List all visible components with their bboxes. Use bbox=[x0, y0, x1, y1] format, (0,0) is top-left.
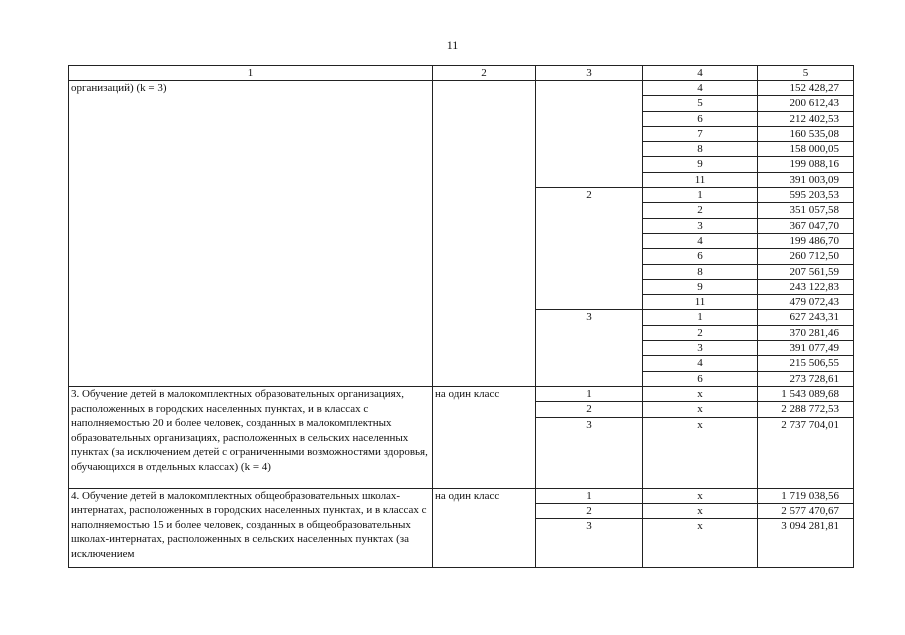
class-cell: 7 bbox=[643, 126, 758, 141]
value-cell: 158 000,05 bbox=[758, 142, 854, 157]
value-cell: 160 535,08 bbox=[758, 126, 854, 141]
class-cell: x bbox=[643, 386, 758, 401]
page-number: 11 bbox=[446, 38, 459, 52]
value-cell: 391 003,09 bbox=[758, 172, 854, 187]
value-cell: 212 402,53 bbox=[758, 111, 854, 126]
value-cell: 200 612,43 bbox=[758, 96, 854, 111]
value-cell: 243 122,83 bbox=[758, 279, 854, 294]
class-cell: 11 bbox=[643, 295, 758, 310]
class-cell: 1 bbox=[643, 310, 758, 325]
group-cell bbox=[536, 81, 643, 188]
value-cell: 199 088,16 bbox=[758, 157, 854, 172]
class-cell: x bbox=[643, 503, 758, 518]
unit-cell: на один класс bbox=[433, 386, 536, 488]
class-cell: 6 bbox=[643, 111, 758, 126]
class-cell: 3 bbox=[643, 218, 758, 233]
group-cell: 1 bbox=[536, 386, 643, 401]
value-cell: 595 203,53 bbox=[758, 188, 854, 203]
section-label: 3. Обучение детей в малокомплектных образовательных организациях, расположенных в городских населенных пунктах, и в классах с наполняемостью 20 и более человек, созданных в малокомплектных образовательных организациях, расположенных в сельских населенных пунктах (за исключением детей с ограниченными возможностями здоровья, обучающихся в отдельных классах) (k = 4) bbox=[69, 386, 433, 488]
class-cell: 4 bbox=[643, 356, 758, 371]
class-cell: 9 bbox=[643, 157, 758, 172]
class-cell: x bbox=[643, 417, 758, 488]
value-cell: 1 719 038,56 bbox=[758, 488, 854, 503]
class-cell: 2 bbox=[643, 203, 758, 218]
group-cell: 2 bbox=[536, 402, 643, 417]
group-cell: 3 bbox=[536, 519, 643, 568]
unit-cell bbox=[433, 81, 536, 387]
value-cell: 273 728,61 bbox=[758, 371, 854, 386]
value-cell: 351 057,58 bbox=[758, 203, 854, 218]
value-cell: 152 428,27 bbox=[758, 81, 854, 96]
class-cell: 11 bbox=[643, 172, 758, 187]
column-header: 3 bbox=[536, 66, 643, 81]
column-header: 1 bbox=[69, 66, 433, 81]
unit-cell: на один класс bbox=[433, 488, 536, 568]
group-cell: 3 bbox=[536, 417, 643, 488]
class-cell: 1 bbox=[643, 188, 758, 203]
value-cell: 260 712,50 bbox=[758, 249, 854, 264]
value-cell: 2 737 704,01 bbox=[758, 417, 854, 488]
class-cell: 2 bbox=[643, 325, 758, 340]
group-cell: 2 bbox=[536, 188, 643, 310]
value-cell: 479 072,43 bbox=[758, 295, 854, 310]
value-cell: 3 094 281,81 bbox=[758, 519, 854, 568]
value-cell: 391 077,49 bbox=[758, 341, 854, 356]
class-cell: x bbox=[643, 519, 758, 568]
class-cell: x bbox=[643, 488, 758, 503]
table-row bbox=[69, 488, 854, 503]
table-row bbox=[69, 386, 854, 401]
class-cell: 4 bbox=[643, 233, 758, 248]
value-cell: 367 047,70 bbox=[758, 218, 854, 233]
class-cell: 8 bbox=[643, 142, 758, 157]
column-header: 2 bbox=[433, 66, 536, 81]
group-cell: 2 bbox=[536, 503, 643, 518]
section-label: 4. Обучение детей в малокомплектных общеобразовательных школах-интернатах, расположенных в городских населенных пунктах, и в классах с наполняемостью 15 и более человек, созданных в общеобразовательных школах-интернатах, расположенных в сельских населенных пунктах (за исключением bbox=[69, 488, 433, 568]
class-cell: 5 bbox=[643, 96, 758, 111]
group-cell: 1 bbox=[536, 488, 643, 503]
column-header: 5 bbox=[758, 66, 854, 81]
class-cell: 6 bbox=[643, 371, 758, 386]
table-row bbox=[69, 81, 854, 96]
value-cell: 1 543 089,68 bbox=[758, 386, 854, 401]
row-label: организаций) (k = 3) bbox=[69, 81, 433, 387]
value-cell: 627 243,31 bbox=[758, 310, 854, 325]
value-cell: 207 561,59 bbox=[758, 264, 854, 279]
value-cell: 370 281,46 bbox=[758, 325, 854, 340]
class-cell: 9 bbox=[643, 279, 758, 294]
tariff-table bbox=[68, 65, 854, 568]
column-header: 4 bbox=[643, 66, 758, 81]
value-cell: 2 288 772,53 bbox=[758, 402, 854, 417]
group-cell: 3 bbox=[536, 310, 643, 386]
class-cell: 3 bbox=[643, 341, 758, 356]
class-cell: 8 bbox=[643, 264, 758, 279]
header-row bbox=[69, 66, 854, 81]
class-cell: 4 bbox=[643, 81, 758, 96]
class-cell: x bbox=[643, 402, 758, 417]
value-cell: 215 506,55 bbox=[758, 356, 854, 371]
value-cell: 2 577 470,67 bbox=[758, 503, 854, 518]
value-cell: 199 486,70 bbox=[758, 233, 854, 248]
class-cell: 6 bbox=[643, 249, 758, 264]
